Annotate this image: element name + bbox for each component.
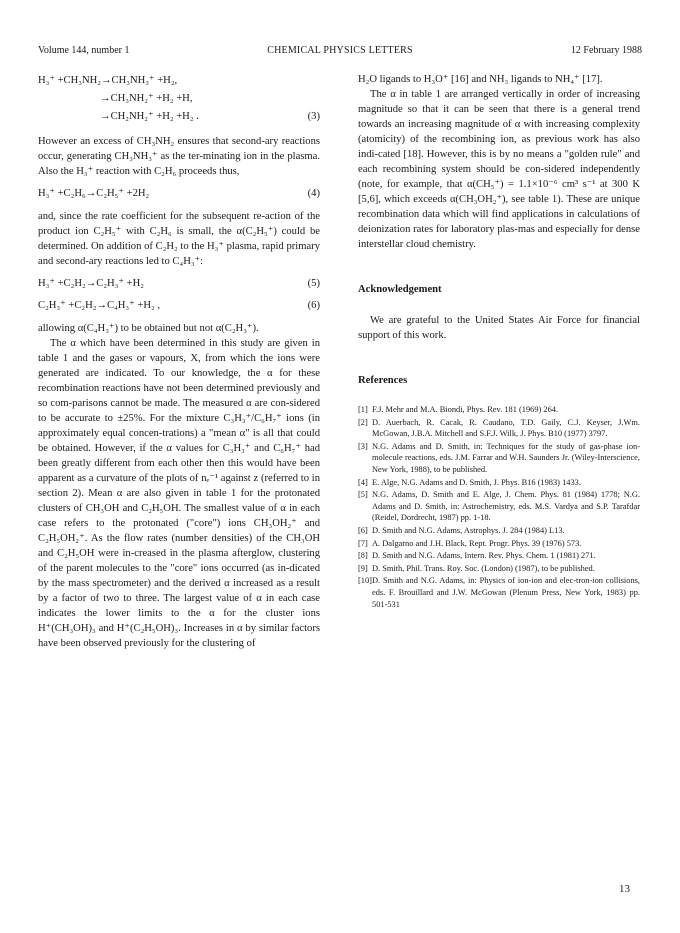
reference-number: [8] [358, 551, 368, 561]
reference-text: N.G. Adams and D. Smith, in: Techniques for the study of gas-phase ion-molecule reactions, eds. J.M. Farrar and W.H. Saunders Jr. (Wiley-Interscience, New York, 1988), to be published. [372, 441, 640, 474]
equation-text: C₂H₃⁺ +C₂H₂→C₄H₃⁺ +H₂ , [38, 300, 160, 311]
equation-number: (4) [307, 188, 320, 199]
equation-line [38, 72, 320, 90]
reference-item [358, 404, 640, 416]
equation-number: (5) [307, 278, 320, 289]
right-column [358, 72, 640, 611]
body-paragraph: The α in table 1 are arranged vertically in order of increasing magnitude so that it can be seen that there is a general trend towards an increasing magnitude of α with increasing complexity (atomicity) of the recombining ion, as previous work has also indi-cated [18]. However, this is by no means a "golden rule" and each recombining system should be con-sidered independently (note, for example, that α(CH₅⁺) = 1.1×10⁻⁶ cm³ s⁻¹ at 300 K [5,6], which exceeds α(CH₃OH₂⁺), see table 1). These are unique recombination data which will find applications in calculations of deionization rates for laboratory plas-mas and especially for dense interstellar cloud chemistry. [358, 89, 640, 250]
equation-line [38, 90, 320, 108]
reference-text: D. Smith and N.G. Adams, in: Physics of ion-ion and elec-tron-ion collisions, eds. F. Brouillard and J.W. McGowan (Plenum Press, New York, 1983) pp. 501-531 [372, 576, 640, 609]
running-header [38, 44, 642, 58]
reference-number: [10] [358, 576, 372, 586]
body-paragraph: H₂O ligands to H₃O⁺ [16] and NH₃ ligands to NH₄⁺ [17]. [358, 74, 603, 85]
reference-number: [4] [358, 477, 368, 487]
body-paragraph: and, since the rate coefficient for the subsequent re-action of the product ion C₂H₅⁺ with C₂H₆ is small, the α(C₂H₅⁺) could be determined. On addition of C₂H₂ to the H₃⁺ plasma, rapid primary and second-ary reactions led to C₄H₃⁺: [38, 211, 320, 267]
reference-number: [5] [358, 490, 368, 500]
page-number: 13 [619, 883, 630, 895]
reference-item [358, 441, 640, 476]
reference-text: N.G. Adams, D. Smith and E. Alge, J. Chem. Phys. 81 (1984) 1778; N.G. Adams and D. Smith, in: Astrochemistry, eds. M.S. Vardya and S.P. Tarafdar (Reidel, Dordrecht, 1987) pp. 1-18. [372, 490, 640, 523]
equation-text: →CH₃NH₂⁺ +H₂ +H, [100, 93, 193, 104]
reference-list [358, 404, 640, 610]
equation-line [38, 185, 320, 203]
equation-line [38, 275, 320, 293]
reference-number: [9] [358, 563, 368, 573]
reference-item [358, 538, 640, 550]
body-paragraph: The α which have been determined in this study are given in table 1 and the gases or vapours, X, from which the ions were generated are indicated. To our knowledge, the α for these recombination reactions have not been determined previously and so com-parisons cannot be made. The measured α are con-sidered to be accurate to ±25%. For the mixture C₃H₃⁺/C₆H₇⁺ ions (in approximately equal concen-trations) a "mean α" is all that could be obtained. However, if the α values for C₃H₃⁺ and C₆H₇⁺ had been greatly different from each other then this would have been apparent as a curvature of the plots of nₑ⁻¹ against z (referred to in section 2). Mean α are also given in table 1 for the protonated clusters of CH₃OH and C₂H₅OH. The smallest value of α in each case refers to the protonated ("core") ions CH₃OH₂⁺ and C₂H₅OH₂⁺. As the flow rates (number densities) of the CH₃OH and C₂H₅OH were in-creased in the plasma afterglow, clustering of the parent molecules to the "core" ions occurred (as in-dicated by the mass spectrometer) and the derived α increased as a result by a factor of two to three. The largest value of α in each case indicates the lower limits to the α for the cluster ions H⁺(CH₃OH)₃ and H⁺(C₂H₅OH)₃. Increases in α by similar factors have been observed previously for the clustering of [38, 338, 320, 649]
equation-text: H₃⁺ +C₂H₆→C₂H₅⁺ +2H₂ [38, 188, 150, 199]
reference-item [358, 550, 640, 562]
reference-text: A. Dalgarno and J.H. Black, Rept. Progr. Phys. 39 (1976) 573. [372, 538, 582, 548]
issue-date: 12 February 1988 [570, 45, 642, 56]
acknowledgement-text: We are grateful to the United States Air Force for financial support of this work. [358, 315, 640, 341]
reference-item [358, 575, 640, 610]
acknowledgement-heading: Acknowledgement [358, 284, 442, 295]
equation-number: (3) [307, 111, 320, 122]
reference-number: [1] [358, 405, 368, 414]
equation-number: (6) [307, 300, 320, 311]
equation-text: H₃⁺ +C₂H₂→C₂H₃⁺ +H₂ [38, 278, 144, 289]
reference-number: [2] [358, 417, 368, 427]
reference-text: D. Auerbach, R. Cacak, R. Caudano, T.D. Gaily, C.J. Keyser, J.Wm. McGowan, J.B.A. Mitchell and S.F.J. Wilk, J. Phys. B10 (1977) 3797. [372, 417, 640, 439]
journal-title: CHEMICAL PHYSICS LETTERS [267, 45, 413, 56]
equation-line [38, 108, 320, 126]
reference-item [358, 525, 640, 537]
reference-item [358, 563, 640, 575]
reference-number: [3] [358, 441, 368, 451]
reference-text: E. Alge, N.G. Adams and D. Smith, J. Phys. B16 (1983) 1433. [372, 477, 581, 487]
reference-item [358, 417, 640, 440]
equation-text: H₃⁺ +CH₃NH₂→CH₃NH₃⁺ +H₂, [38, 75, 178, 86]
reference-text: F.J. Mehr and M.A. Biondi, Phys. Rev. 181 (1969) 264. [372, 405, 559, 414]
body-paragraph: However an excess of CH₃NH₂ ensures that second-ary reactions occur, generating CH₃NH₃⁺ as the ter-minating ion in the plasma. Also the H₃⁺ reaction with C₂H₆ proceeds thus, [38, 136, 320, 177]
reference-number: [6] [358, 525, 368, 535]
reference-text: D. Smith, Phil. Trans. Roy. Soc. (London) (1987), to be published. [372, 563, 595, 573]
volume-label: Volume 144, number 1 [38, 45, 130, 56]
references-heading: References [358, 375, 408, 386]
left-column [38, 72, 320, 651]
body-paragraph: allowing α(C₄H₃⁺) to be obtained but not α(C₂H₃⁺). [38, 323, 259, 334]
reference-number: [7] [358, 538, 368, 548]
equation-line [38, 297, 320, 315]
reference-text: D. Smith and N.G. Adams, Intern. Rev. Phys. Chem. 1 (1981) 271. [372, 551, 596, 561]
reference-item [358, 477, 640, 489]
reference-text: D. Smith and N.G. Adams, Astrophys. J. 284 (1984) L13. [372, 525, 565, 535]
equation-text: →CH₂NH₂⁺ +H₂ +H₂ . [100, 111, 199, 122]
reference-item [358, 489, 640, 524]
